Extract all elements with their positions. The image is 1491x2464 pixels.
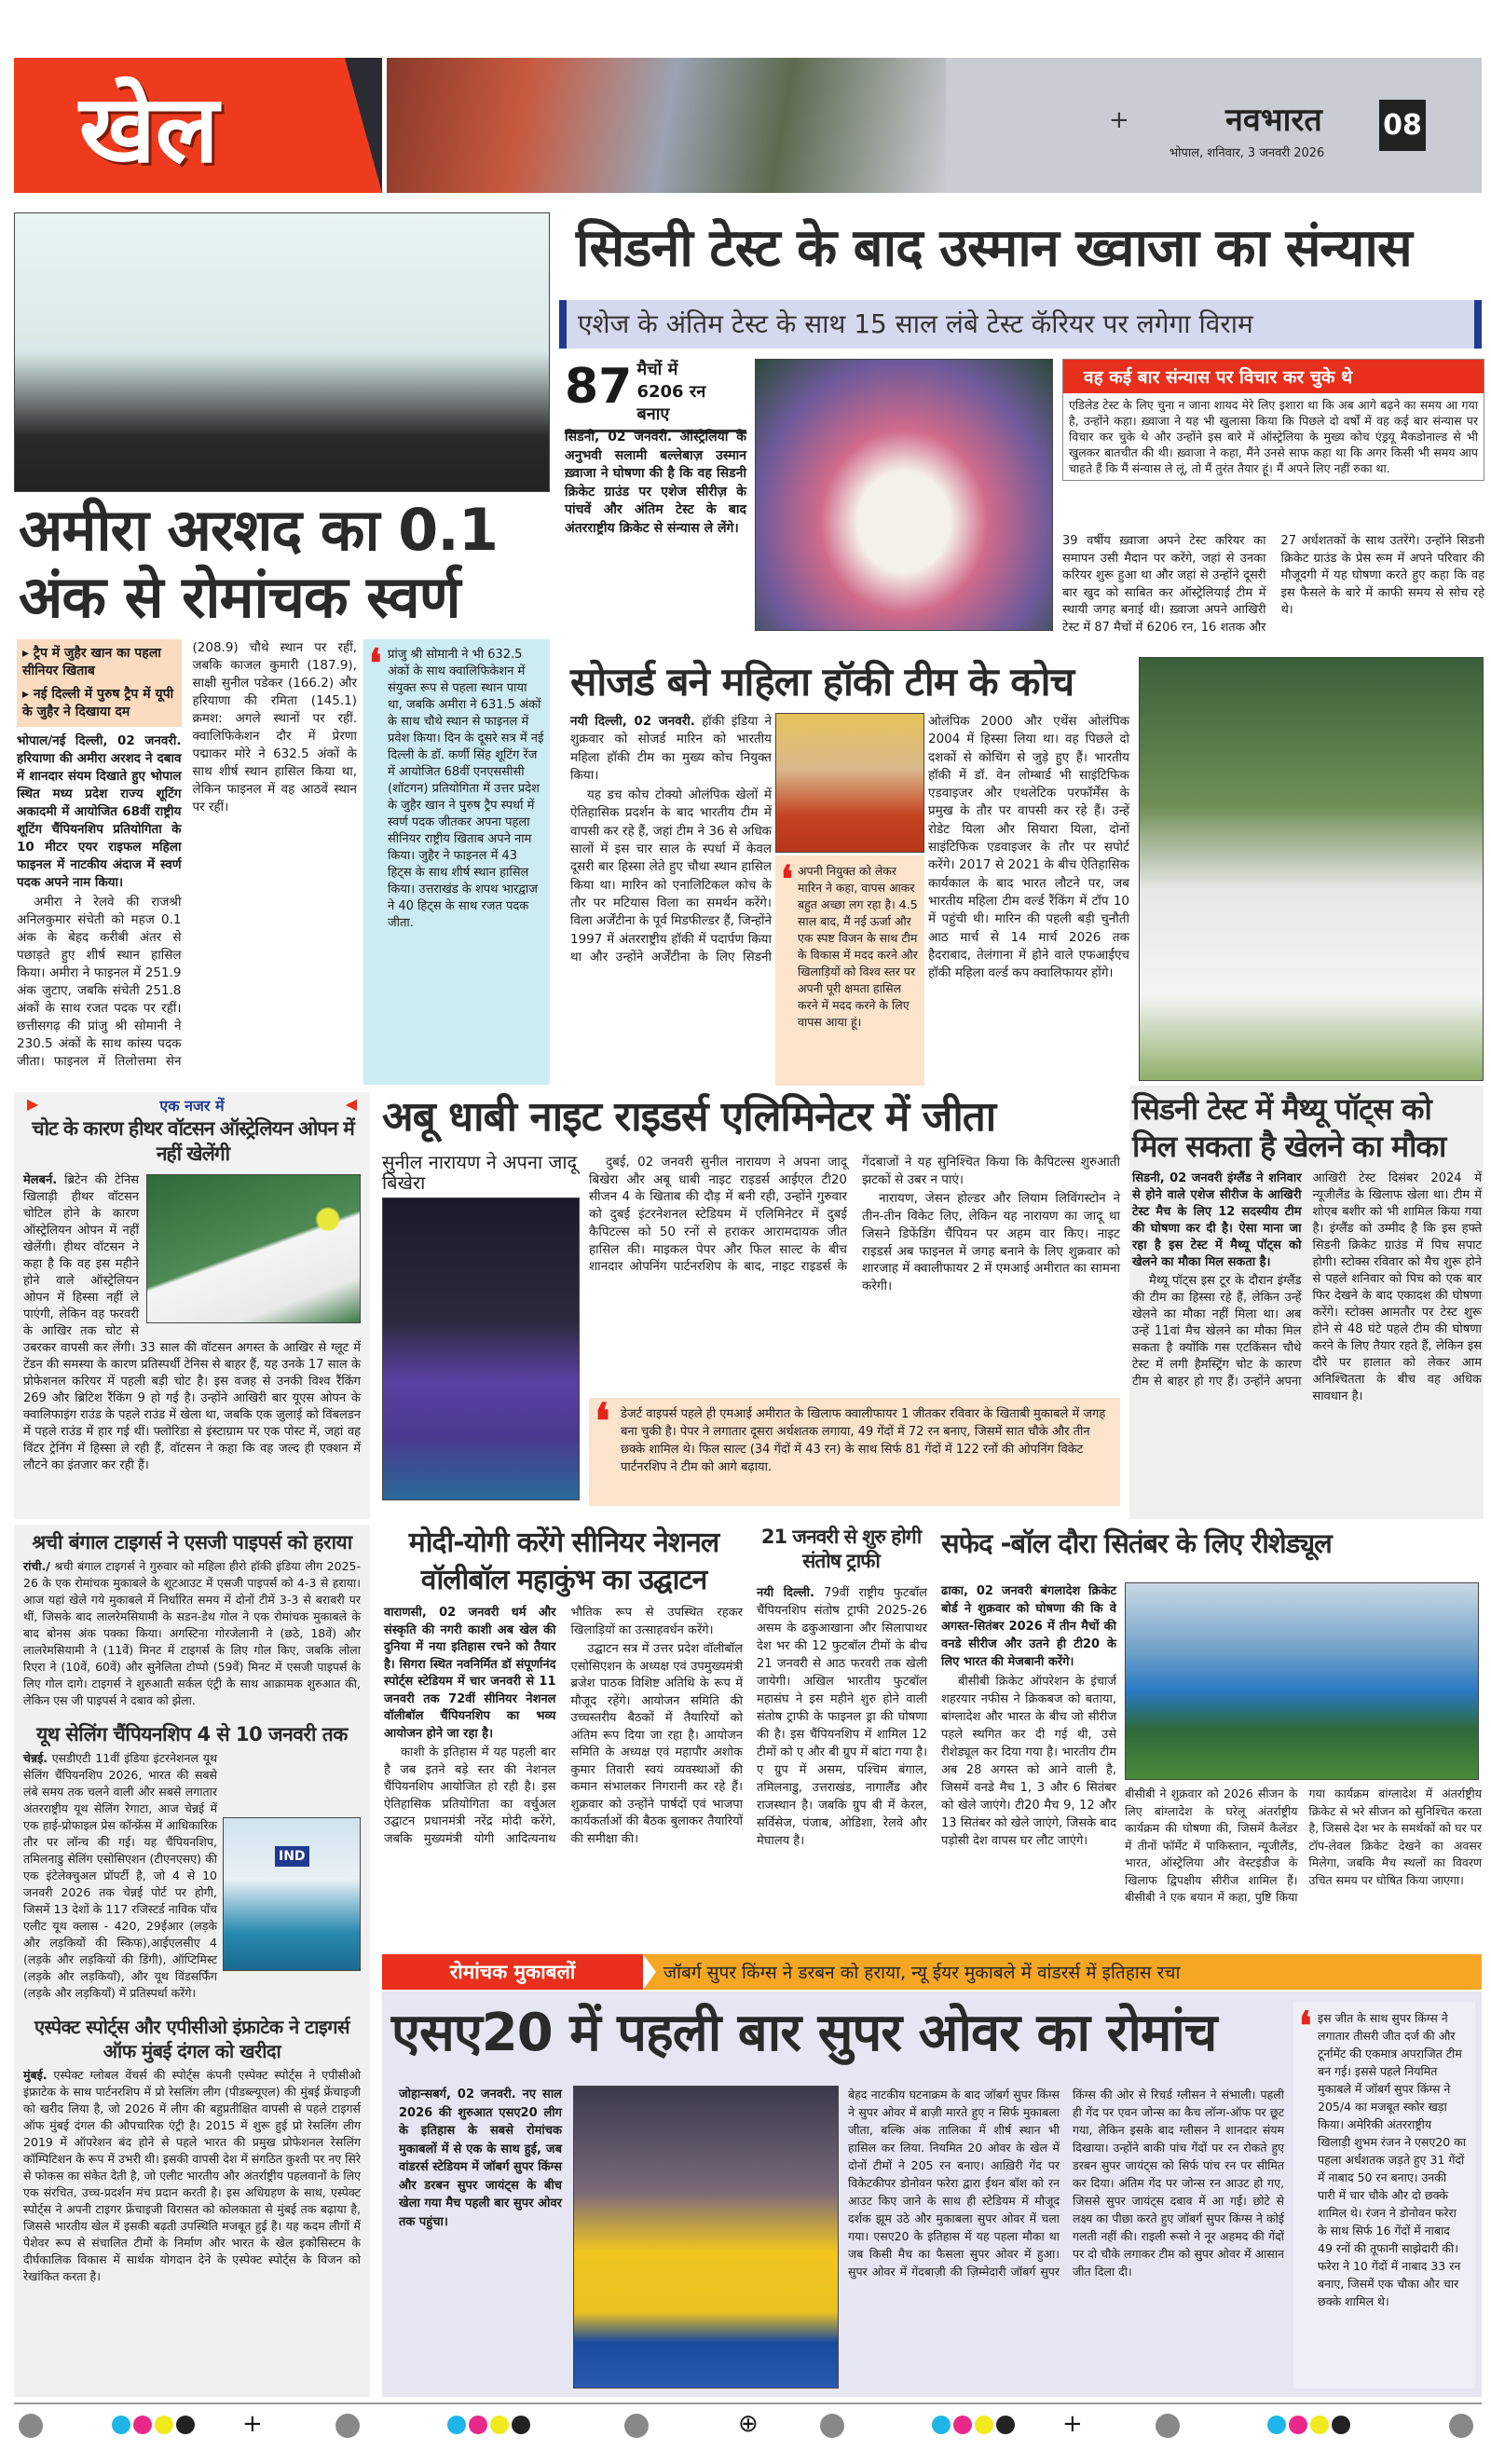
stat-text: मैचों में 6206 रन बनाए [636,360,706,424]
registration-dot-icon [19,2414,43,2438]
whiteball-article: ढाका, 02 जनवरी बंगलादेश क्रिकेट बोर्ड ने शुक्रवार को घोषणा की कि वे अगस्त-सितंबर 2026 में तीन मैचों की वनडे सीरीज और उतने ही टी20 के लिए भारत की मेजबानी करेंगे। बीसीबी क्रिकेट ऑपरेशन के इंचार्ज शहरयार नफीस ने क्रिकबज को बताया, बांग्लादेश और भारत के बीच जो सीरीज पहले स्थगित कर दी गई थी, उसे रीशेड्यूल कर दिया गया है। भारतीय टीम अब 28 अगस्त को आने वाली है, जिसमें वनडे मैच 1, 3 और 6 सितंबर को खेले जाएंगे। टी20 मैच 9, 12 और 13 सितंबर को खेले जाएंगे, जिसके बाद पड़ोसी देश वापस घर लौट जाएंगे। [941,1584,1116,1848]
side-box-text: एडिलेड टेस्ट के लिए चुना न जाना शायद मेरे लिए इशारा था कि अब आगे बढ़ने का समय आ गया है, उन्होंने कहा। ख़्वाजा ने यह भी खुलासा किया कि पिछले दो वर्षों में वह कई बार संन्यास पर विचार कर चुके थे और उन्होंने इस बारे में ऑस्ट्रेलिया के मुख्य कोच एंड्रयू मैकडोनाल्ड से भी खुलकर बातचीत की थी। ख़्वाजा ने कहा, मैंने उनसे साफ कहा था कि अगर किसी भी समय आप चाहते हैं कि मैं संन्यास ले लूं, तो मैं तुरंत तैयार हूं। मैं अपने लिए नहीं रुका था. [1069,398,1478,475]
quote-icon: ❛ [369,640,382,686]
sa20-article: जोहान्सबर्ग, 02 जनवरी. नए साल 2026 की शुरुआत एसए20 लीग के इतिहास के सबसे रोमांचक मुकाबलों में से एक के साथ हुई, जब वांडरर्स स्टेडियम में जॉबर्ग सुपर किंग्स और डरबन सुपर जायंट्स के बीच खेला गया मैच पहली बार सुपर ओवर तक पहुंचा। [399,2088,562,2229]
sa20-batsman-photo [573,2086,839,2389]
amira-highlights [17,639,182,727]
hockey-coach-photo [775,713,924,853]
india-bangladesh-cricket-photo [1125,1582,1479,1780]
crosshair-icon: + [242,2410,263,2438]
highlight-item: ▸ ट्रैप में जुहैर खान का पहला सीनियर खिताब [22,646,161,678]
section-title: खेल [79,75,219,184]
side-box-title: वह कई बार संन्यास पर विचार कर चुके थे [1063,360,1484,393]
khawaja-article: सिडनी, 02 जनवरी. ऑस्ट्रेलिया के अनुभवी सलामी बल्लेबाज़ उस्मान ख़्वाजा ने घोषणा की है कि वह सिडनी क्रिकेट ग्राउंड पर एशेज सीरीज़ के पांचवें और अंतिम टेस्ट के बाद अंतरराष्ट्रीय क्रिकेट से संन्यास ले लेंगे। [565,430,747,536]
whiteball-headline: सफेद -बॉल दौरा सितंबर के लिए रीशेड्यूल [941,1527,1332,1559]
sa20-banner [382,1954,1482,1990]
color-bar-icon [447,2416,530,2434]
dangal-article: मुंबई. एस्पेक्ट ग्लोबल वेंचर्स की स्पोर्ट्स कंपनी एस्पेक्ट स्पोर्ट्स ने एपीसीओ इंफ्राटेक के साथ पार्टनरशिप में प्रो रेसलिंग लीग (पीडब्ल्यूएल) की मुंबई फ्रेंचाइजी को खरीद लिया है, जो 2026 में लीग की बहुप्रतीक्षित वापसी से पहले टाइगर्स ऑफ मुंबई दंगल की औपचारिक एंट्री है। 2015 में शुरू हुई प्रो रेसलिंग लीग 2019 में ऑपरेशन बंद होने से पहले भारत की प्रमुख प्रोफेशनल रेसलिंग कॉम्पिटिशन के रूप में उभरी थी। इसकी वापसी देश में संगठित कुश्ती पर नए सिरे से फोकस का संकेत देती है, जो एलीट भारतीय और अंतर्राष्ट्रीय पहलवानों के लिए एक संरचित, उच्च-प्रदर्शन मंच प्रदान करती है। इस अधिग्रहण के साथ, एस्पेक्ट स्पोर्ट्स ने अपनी टाइगर फ्रेंचाइजी विरासत को कोलकाता से मुंबई तक बढ़ाया है, जिससे भारतीय खेल में इसकी बढ़ती उपस्थिति मजबूत हुई है। यह कदम लीगों में पेशेवर रूप से संचालित टीमों के निर्माण और भारत के खेल इकोसिस्टम के दीर्घकालिक विकास में सार्थक योगदान देने के एस्पेक्ट स्पोर्ट्स के विजन को रेखांकित करता है। [23,2068,361,2283]
dateline: भोपाल, शनिवार, 3 जनवरी 2026 [1170,146,1325,160]
registration-dot-icon [335,2414,360,2438]
hockey-article: नयी दिल्ली, 02 जनवरी. हॉकी इंडिया ने शुक्रवार को सोजर्ड मारिन को भारतीय महिला हॉकी टीम का मुख्य कोच नियुक्त किया। यह डच कोच टोक्यो ओलंपिक खेलों में ऐतिहासिक प्रदर्शन के बाद भारतीय टीम में वापसी कर रहे हैं, जहां टीम ने 36 से अधिक सालों में इस चार साल के स्पर्धा में केवल दूसरी बार हिस्सा लेते हुए चौथा स्थान हासिल किया था। मारिन को एनालिटिकल कोच के तौर पर मटियास विला का समर्थन करेंगे। विला अर्जेंटीना के पूर्व मिडफील्डर हैं, जिन्होंने 1997 में अंतरराष्ट्रीय हॉकी में पदार्पण किया था और उन्होंने अर्जेंटीना के लिए सिडनी ओलंपिक 2000 और एथेंस ओलंपिक 2004 में हिस्सा लिया था। वह पिछले दो दशकों से कोचिंग से जुड़े हुए हैं। भारतीय हॉकी में डॉ. वेन लोम्बार्ड भी साइंटिफिक एडवाइजर और एथलेटिक परफॉर्मेंस के प्रमुख के तौर पर वापसी कर रहे हैं। उन्हें रोडेट यिला और सियारा यिला, दोनों साइंटिफिक एडवाइजर के तौर पर सपोर्ट करेंगे। 2017 से 2021 के बीच ऐतिहासिक कार्यकाल के बाद भारत लौटने पर, जब भारतीय महिला टीम वर्ल्ड रैंकिंग में टॉप 10 में पहुंची थी। मारिन की पहली बड़ी चुनौती आठ मार्च से 14 मार्च 2026 तक हैदराबाद, तेलंगाना में होने वाले एफआईएच हॉकी महिला वर्ल्ड कप क्वालिफायर होंगे। [570,714,1129,981]
sail-label: IND [275,1846,309,1867]
khawaja-headline: सिडनी टेस्ट के बाद उस्मान ख्वाजा का संन्यास [576,218,1412,279]
crosshair-icon: + [1062,2410,1083,2438]
santosh-headline: 21 जनवरी से शुरु होगी संतोष ट्राफी [760,1526,922,1572]
registration-dot-icon [820,2414,844,2438]
khawaja-article-cont: 39 वर्षीय ख़्वाजा अपने टेस्ट करियर का समापन उसी मैदान पर करेंगे, जहां से उनका करियर शुरू हुआ था और जहां से उन्होंने दूसरी बार खुद को साबित कर ऑस्ट्रेलियाई टीम में स्थायी जगह बनाई थी। ख़्वाजा अपने आखिरी टेस्ट में 87 मैचों में 6206 रन, 16 शतक और 27 अर्धशतकों के साथ उतरेंगे। उन्होंने सिडनी क्रिकेट ग्राउंड के प्रेस रूम में अपने परिवार की मौजूदगी में यह घोषणा करते हुए कहा कि वह इस फैसले के बारे में काफी समय से सोच रहे थे। [1062,534,1484,635]
potts-headline: सिडनी टेस्ट में मैथ्यू पॉट्स को मिल सकता है खेलने का मौका [1132,1091,1446,1164]
sailing-boat-photo [223,1817,361,1971]
hockey-headline: सोजर्ड बने महिला हॉकी टीम के कोच [570,659,1074,705]
sailing-article: IND चेन्नई. एसडीएटी 11वीं इंडिया इंटरनेशनल यूथ सेलिंग चैंपियनशिप 2026, भारत की सबसे लंबे समय तक चलने वाली और सबसे लगातार अंतरराष्ट्रीय यूथ सेलिंग रेगाटा, आज चेन्नई में एक हाई-प्रोफाइल प्रेस कॉन्फ्रेंस में आधिकारिक तौर पर लॉन्च की गई। यह चैंपियनशिप, तमिलनाडु सेलिंग एसोसिएशन (टीएनएसए) की एक इंटेलेक्चुअल प्रॉपर्टी है, जो 4 से 10 जनवरी 2026 तक चेन्नई पोर्ट पर होगी, जिसमें 13 देशों के 117 रजिस्टर्ड नाविक पाँच एलीट यूथ क्लास - 420, 29ईआर (लड़के और लड़कियों की स्किफ),आईएलसीए 4 (लड़के और लड़कियों की डिंगी), ऑप्टिमिस्ट (लड़के और लड़कियाँ), और यूथ विंडसर्फिंग (लड़के और लड़कियाँ) में प्रतिस्पर्धा करेंगे। [23,1750,361,2002]
khawaja-subheadline-bar [559,300,1482,349]
page-number: 08 [1379,100,1426,151]
khawaja-subheadline: एशेज के अंतिम टेस्ट के साथ 15 साल लंबे टेस्ट कॅरियर पर लगेगा विराम [578,308,1253,339]
tigers-headline: श्रची बंगाल टाइगर्स ने एसजी पाइपर्स को हराया [32,1531,352,1554]
registration-dot-icon [1449,2414,1473,2438]
dangal-headline: एस्पेक्ट स्पोर्ट्स और एपीसीओ इंफ्राटेक ने टाइगर्स ऑफ मुंबई दंगल को खरीदा [34,2016,350,2062]
khawaja-celebration-photo [755,359,1053,631]
amira-article: ▸ ट्रैप में जुहैर खान का पहला सीनियर खिताब ▸ नई दिल्ली में पुरुष ट्रैप में यूपी के जुहैर ने दिखाया दम भोपाल/नई दिल्ली, 02 जनवरी. हरियाणा की अमीरा अरशद ने दबाव में शानदार संयम दिखाते हुए भोपाल स्थित मध्य प्रदेश राज्य शूटिंग अकादमी में आयोजित 68वीं राष्ट्रीय शूटिंग चैंपियनशिप प्रतियोगिता के 10 मीटर एयर राइफल महिला फाइनल में नाटकीय अंदाज में स्वर्ण पदक अपने नाम किया। अमीरा ने रेलवे की राजश्री अनिलकुमार संचेती को महज 0.1 अंक के बेहद करीबी अंतर से पछाड़ते हुए शीर्ष स्थान हासिल किया। अमीरा ने फाइनल में 251.9 अंक जुटाए, जबकि संचेती 251.8 अंकों के साथ रजत पदक पर रहीं। छत्तीसगढ़ की प्रांजु श्री सोमानी ने 230.5 अंकों के साथ कांस्य पदक जीता। फाइनल में तिलोत्तमा सेन (208.9) चौथे स्थान पर रहीं, जबकि काजल कुमारी (187.9), साक्षी सुनील पडेकर (166.2) और हरियाणा की रमिता (145.1) क्रमश: अगले स्थानों पर रहीं. क्वालिफिकेशन दौर में प्रेरणा पद्माकर मोरे ने 632.5 अंकों के साथ शीर्ष स्थान हासिल किया था, लेकिन फाइनल में वह आठवें स्थान पर रहीं। [17,640,357,1069]
volleyball-headline: मोदी-योगी करेंगे सीनियर नेशनल वॉलीबॉल महाकुंभ का उद्घाटन [408,1526,719,1596]
banner-label: रोमांचक मुकाबलों [382,1954,643,1990]
potts-bowling-photo [1139,657,1484,1081]
highlight-item: ▸ नई दिल्ली में पुरुष ट्रैप में यूपी के जुहैर ने दिखाया दम [22,687,174,719]
sa20-headline: एसए20 में पहली बार सुपर ओवर का रोमांच [391,2003,1217,2063]
color-bar-icon [1267,2416,1350,2434]
masthead-logo: नवभारत [1225,102,1322,139]
quote-icon: ❛ [595,1393,610,1450]
registration-dot-icon [624,2414,649,2438]
quote-icon: ❛ [781,857,793,901]
kkr-article: दुबई, 02 जनवरी सुनील नारायण ने अपना जादू बिखेरा और अबू धाबी नाइट राइडर्स आईएल टी20 सीजन 4 के खिताब की दौड़ में बनी रही, उन्होंने गुरुवार को दुबई इंटरनेशनल स्टेडियम में एलिमिनेटर में दुबई कैपिटल्स को 50 रनों से हराकर आरामदायक जीत हासिल की। माइकल पेपर और फिल साल्ट के बीच शानदार ओपनिंग पार्टनरशिप के बाद, नाइट राइडर्स के गेंदबाजों ने यह सुनिश्चित किया कि कैपिटल्स शुरुआती झटकों से उबर न पाएं। नारायण, जेसन होल्डर और लियाम लिविंगस्टोन ने तीन-तीन विकेट लिए, लेकिन यह नारायण का जादू था जिसने डिफेंडिंग चैंपियन पर अहम वार किए। नाइट राइडर्स अब फाइनल में जगह बनाने के लिए शुक्रवार को शारजाह में क्वालीफायर 2 में एमआई अमीरात का सामना करेगी। [589,1155,1120,1294]
sa20-article-cont: बेहद नाटकीय घटनाक्रम के बाद जॉबर्ग सुपर किंग्स ने सुपर ओवर में बाज़ी मारते हुए न सिर्फ मुकाबला जीता, बल्कि अंक तालिका में शीर्ष स्थान भी हासिल कर लिया. नियमित 20 ओवर के खेल में दोनों टीमों ने 205 रन बनाए। आख़िरी गेंद पर विकेटकीपर डोनोवन फरेरा द्वारा ईथन बॉश को रन आउट किए जाने के साथ ही स्टेडियम में मौजूद दर्शक झूम उठे और मुकाबला सुपर ओवर में चला गया। एसए20 के इतिहास में यह पहला मौका था जब किसी मैच का फैसला सुपर ओवर में हुआ। सुपर ओवर में गेंदबाज़ी की ज़िम्मेदारी जॉबर्ग सुपर किंग्स की ओर से रिचर्ड ग्लीसन ने संभाली। पहली ही गेंद पर एवन जोन्स का कैच लॉन्ग-ऑफ पर छूट गया, लेकिन इसके बाद ग्लीसन ने शानदार संयम दिखाया। उन्होंने बाकी पांच गेंदों पर रन रोकते हुए डरबन सुपर जायंट्स को सिर्फ पांच रन पर सीमित कर दिया। अंतिम गेंद पर जोन्स रन आउट हो गए, जिससे सुपर जायंट्स दबाव में आ गई। छोटे से लक्ष्य का पीछा करते हुए जॉबर्ग सुपर किंग्स ने कोई गलती नहीं की। राइली रूसो ने नूर अहमद की गेंदों पर दो चौके लगाकर टीम को सुपर ओवर में आसान जीत दिला दी। [848,2088,1284,2279]
kkr-subheadline: सुनील नारायण ने अपना जादू बिखेरा [382,1151,578,1194]
section-banner [14,58,382,193]
khawaja-stat [565,359,746,432]
registration-mark-icon: + [1109,106,1129,134]
stat-number: 87 [565,359,633,415]
kkr-headline: अबू धाबी नाइट राइडर्स एलिमिनेटर में जीता [382,1093,996,1141]
amira-quote-box: ❛ प्रांजु श्री सोमानी ने भी 632.5 अंकों के साथ क्वालिफिकेशन में संयुक्त रूप से पहला स्थान पाया था, जबकि अमीरा ने 631.5 अंकों के साथ चौथे स्थान से फाइनल में प्रवेश किया। दिन के दूसरे सत्र में नई दिल्ली के डॉ. कर्णी सिंह शूटिंग रेंज में आयोजित 68वीं एनएससीसी (शॉटगन) प्रतियोगिता में उत्तर प्रदेश के जुहैर खान ने पुरुष ट्रैप स्पर्धा में स्वर्ण पदक जीतकर अपना पहला सीनियर राष्ट्रीय खिताब अपने नाम किया। जुहैर ने फाइनल में 43 हिट्स के साथ शीर्ष स्थान हासिल किया। उत्तराखंड के शपथ भारद्वाज ने 40 हिट्स के साथ रजत पदक जीता. [363,639,550,1085]
volleyball-article: वाराणसी, 02 जनवरी धर्म और संस्कृति की नगरी काशी अब खेल की दुनिया में नया इतिहास रचने को तैयार है। सिगरा स्थित नवनिर्मित डॉ संपूर्णानंद स्पोर्ट्स स्टेडियम में चार जनवरी से 11 जनवरी तक 72वीं सीनियर नेशनल वॉलीबॉल चैंपियनशिप का भव्य आयोजन होने जा रहा है। काशी के इतिहास में यह पहली बार है जब इतने बड़े स्तर की नेशनल चैंपियनशिप आयोजित हो रही है। इस ऐतिहासिक प्रतियोगिता का वर्चुअल उद्घाटन प्रधानमंत्री नरेंद्र मोदी करेंगे, जबकि मुख्यमंत्री योगी आदित्यनाथ भौतिक रूप से उपस्थित रहकर खिलाड़ियों का उत्साहवर्धन करेंगे। उद्घाटन सत्र में उत्तर प्रदेश वॉलीबॉल एसोसिएशन के अध्यक्ष एवं उपमुख्यमंत्री ब्रजेश पाठक विशिष्ट अतिथि के रूप में मौजूद रहेंगे। आयोजन समिति की उच्चस्तरीय बैठकों में तैयारियों को अंतिम रूप दिया जा रहा है। आयोजन समिति के अध्यक्ष एवं महापौर अशोक कुमार तिवारी स्वयं व्यवस्थाओं की कमान संभालकर निगरानी कर रहे हैं। शुक्रवार को उन्होंने पार्षदों एवं भाजपा कार्यकर्ताओं की बैठक बुलाकर तैयारियों की समीक्षा की। [384,1606,743,1846]
sailing-headline: यूथ सेलिंग चैंपियनशिप 4 से 10 जनवरी तक [36,1723,348,1745]
narine-celebration-photo [382,1198,580,1500]
whiteball-article-cont: बीसीबी ने शुक्रवार को 2026 सीजन के लिए बांग्लादेश के घरेलू अंतर्राष्ट्रीय कार्यक्रम की घोषणा की, जिसमें कैलेंडर में तीनों फॉर्मेट में पाकिस्तान, न्यूजीलैंड, भारत, ऑस्ट्रेलिया और वेस्टइंडीज के खिलाफ द्विपक्षीय सीरीज शामिल हैं। बीसीबी ने एक बयान में कहा, पुष्टि किया गया कार्यक्रम बांग्लादेश में अंतर्राष्ट्रीय क्रिकेट से भरे सीजन को सुनिश्चित करता है, जिससे देश भर के समर्थकों को घर पर टॉप-लेवल क्रिकेट देखने का अवसर मिलेगा, जबकि मैच स्थलों का विवरण उचित समय पर घोषित किया जाएगा। [1125,1786,1482,1904]
santosh-article: नयी दिल्ली. 79वीं राष्ट्रीय फुटबॉल चैंपियनशिप संतोष ट्राफी 2025-26 असम के ढकुआखाना और सिलापाथर देश भर की 12 फुटबॉल टीमों के बीच 21 जनवरी से आठ फरवरी तक खेली जायेगी। अखिल भारतीय फुटबॉल महासंघ ने इस महीने शुरु होने वाली संतोष ट्राफी के फाइनल ड्रा की घोषणा की है। इस चैंपियनशिप में शामिल 12 टीमों को ए और बी ग्रुप में बांटा गया है। ए ग्रुप में असम, पश्चिम बंगाल, तमिलनाडु, उत्तराखंड, नागालैंड और राजस्थान है। जबकि ग्रुप बी में केरल, सर्विसेज, पंजाब, ओडिशा, रेलवे और मेघालय है। [757,1586,927,1848]
khawaja-side-box [1062,359,1484,481]
kkr-quote-box: ❛ डेजर्ट वाइपर्स पहले ही एमआई अमीरात के खिलाफ क्वालीफायर 1 जीतकर रविवार के खिताबी मुकाबले में जगह बना चुकी है। पेपर ने लगातार दूसरा अर्धशतक लगाया, 49 गेंदों में 72 रन बनाए, जिसमें सात चौके और तीन छक्के शामिल थे। फिल साल्ट (34 गेंदों में 43 रन) के साथ सिर्फ 81 गेंदों में 122 रनों की ओपनिंग विकेट पार्टनरशिप ने टीम को आगे बढ़ाया. [589,1398,1120,1506]
kicker-label: ▶ एक नजर में ◀ [27,1095,357,1115]
sports-collage-image [387,58,946,193]
crosshair-icon: ⊕ [738,2410,759,2438]
color-bar-icon [932,2416,1015,2434]
tigers-article: रांची./ श्रची बंगाल टाइगर्स ने गुरुवार को महिला हीरो हॉकी इंडिया लीग 2025-26 के एक रोमांचक मुकाबले के शूटआउट में एसजी पाइपर्स को 4-3 से हराया। आज यहां खेले गये मुकाबले में निर्धारित समय में दोनों टीमें 3-3 से बराबरी पर थीं, जिसके बाद लालरेमसियामी के सडन-डेथ गोल ने एक रोमांचक मुकाबले के बाद बोनस अंक पक्का किया। अगस्टिना गोरजेलानी ने (छठे, 18वें) और लालरेमसियामी ने (11वें) मिनट में टाइगर्स के लिए गोल किए, जबकि लोला रिएरा ने (10वें, 60वें) और सुनेलिता टोप्पो (59वें) मिनट में एसजी पाइपर्स के लिए गोल दागे। टाइगर्स ने शुरुआती सर्कल एंट्री के साथ आक्रामक शुरुआत की, लेकिन एस जी पाइपर्स ने दबाव को झेला. [23,1559,361,1707]
masthead-area [946,58,1482,193]
watson-headline: चोट के कारण हीथर वॉटसन ऑस्ट्रेलियन ओपन में नहीं खेलेंगी [32,1117,354,1165]
quote-icon: ❛ [1299,2003,1312,2048]
sa20-quote-box: ❛ इस जीत के साथ सुपर किंग्स ने लगातार तीसरी जीत दर्ज की और टूर्नामेंट की एकमात्र अपराजित टीम बन गई। इससे पहले नियमित मुकाबले में जॉबर्ग सुपर किंग्स ने 205/4 का मजबूत स्कोर खड़ा किया। अमेरिकी अंतरराष्ट्रीय खिलाड़ी शुभम रंजन ने एसए20 का पहला अर्धशतक जड़ते हुए 31 गेंदों में नाबाद 50 रन बनाए। उनकी पारी में चार चौके और दो छक्के शामिल थे। रंजन ने डोनोवन फरेरा के साथ सिर्फ 16 गेंदों में नाबाद 49 रनों की तूफानी साझेदारी की। फरेरा ने 10 गेंदों में नाबाद 33 रन बनाए, जिसमें एक चौका और चार छक्के शामिल थे। [1293,2002,1475,2389]
potts-article: सिडनी, 02 जनवरी इंग्लैंड ने शनिवार से होने वाले एशेज सीरीज के आखिरी टेस्ट मैच के लिए 12 सदस्यीय टीम की घोषणा कर दी है। ऐसा माना जा रहा है इस टेस्ट में मैथ्यू पॉट्स को खेलने का मौका मिल सकता है। मैथ्यू पॉट्स इस टूर के दौरान इंग्लैंड की टीम का हिस्सा रहे हैं, लेकिन उन्हें खेलने का मौका नहीं मिला था। अब उन्हें 11वां मैच खेलने का मौका मिल सकता है क्योंकि गस एटकिंसन चौथे टेस्ट में लगी हैमस्ट्रिंग चोट के कारण टीम से बाहर हो गए हैं। उन्होंने अपना आखिरी टेस्ट दिसंबर 2024 में न्यूजीलैंड के खिलाफ खेला था। टीम में शोएब बशीर को भी शामिल किया गया है। इंग्लैंड को उम्मीद है कि इस हफ्ते सिडनी क्रिकेट ग्राउंड में पिच सपाट होगी। स्टोक्स रविवार को मैच शुरू होने से पहले शनिवार को पिच को एक बार फिर देखने के बाद एकादश की घोषणा करेंगे। स्टोक्स आमतौर पर टेस्ट शुरू होने से 48 घंटे पहले टीम की घोषणा करने के लिए तैयार रहते हैं, लेकिन इस दौरे पर हालात को लेकर आम अनिश्चितता के बीच वह अधिक सावधान है। [1132,1171,1482,1403]
footer-rule [14,2402,1482,2404]
amira-headline: अमीरा अरशद का 0.1 अंक से रोमांचक स्वर्ण [19,496,498,631]
watson-article: मेलबर्न. ब्रिटेन की टेनिस खिलाड़ी हीथर वॉटसन चोटिल होने के कारण ऑस्ट्रेलियन ओपन में नहीं खेलेंगी। हीथर वॉटसन ने कहा है कि वह इस महीने होने वाले ऑस्ट्रेलियन ओपन में हिस्सा नहीं ले पाएंगी, लेकिन वह फरवरी के आखिर तक चोट से उबरकर वापसी कर लेंगी। 33 साल की वॉटसन अगस्त के आखिर से ग्लूट में टेंडन की समस्या के कारण प्रतिस्पर्धी टेनिस से बाहर हैं, यह उनके 17 साल के प्रोफेशनल करियर में पहली बड़ी चोट है। इस वजह से उनकी विश्व रैंकिंग 269 और ब्रिटिश रैंकिंग 9 हो गई है। उन्होंने आखिरी बार यूएस ओपन के क्वालिफाइंग राउंड के पहले राउंड में खेला था, जबकि एक जुलाई को विंबलडन में पहले राउंड में हार गई थीं। फ्लोरिडा से इंस्टाग्राम पर एक पोस्ट में, जहां वह विंटर ट्रेनिंग में हिस्सा ले रही हैं, वॉटसन ने कहा कि वह जल्द ही एक्शन में लौटने का इंतजार कर रही हैं। [23,1173,361,1472]
hockey-quote-box: ❛ अपनी नियुक्त को लेकर मारिन ने कहा, वापस आकर बहुत अच्छा लग रहा है। 4.5 साल बाद, मैं नई ऊर्जा और एक स्पष्ट विजन के साथ टीम के विकास में मदद करने और खिलाड़ियों को विश्व स्तर पर अपनी पूरी क्षमता हासिल करने में मदद करने के लिए वापस आया हूं। [775,856,924,1086]
watson-tennis-photo [146,1174,361,1323]
registration-dot-icon [1156,2414,1180,2438]
left-briefs [14,1525,370,2397]
shooting-medalists-photo [14,212,550,492]
banner-text: जॉबर्ग सुपर किंग्स ने डरबन को हराया, न्यू ईयर मुकाबले में वांडरर्स में इतिहास रचा [663,1963,1181,1983]
color-bar-icon [112,2416,195,2434]
